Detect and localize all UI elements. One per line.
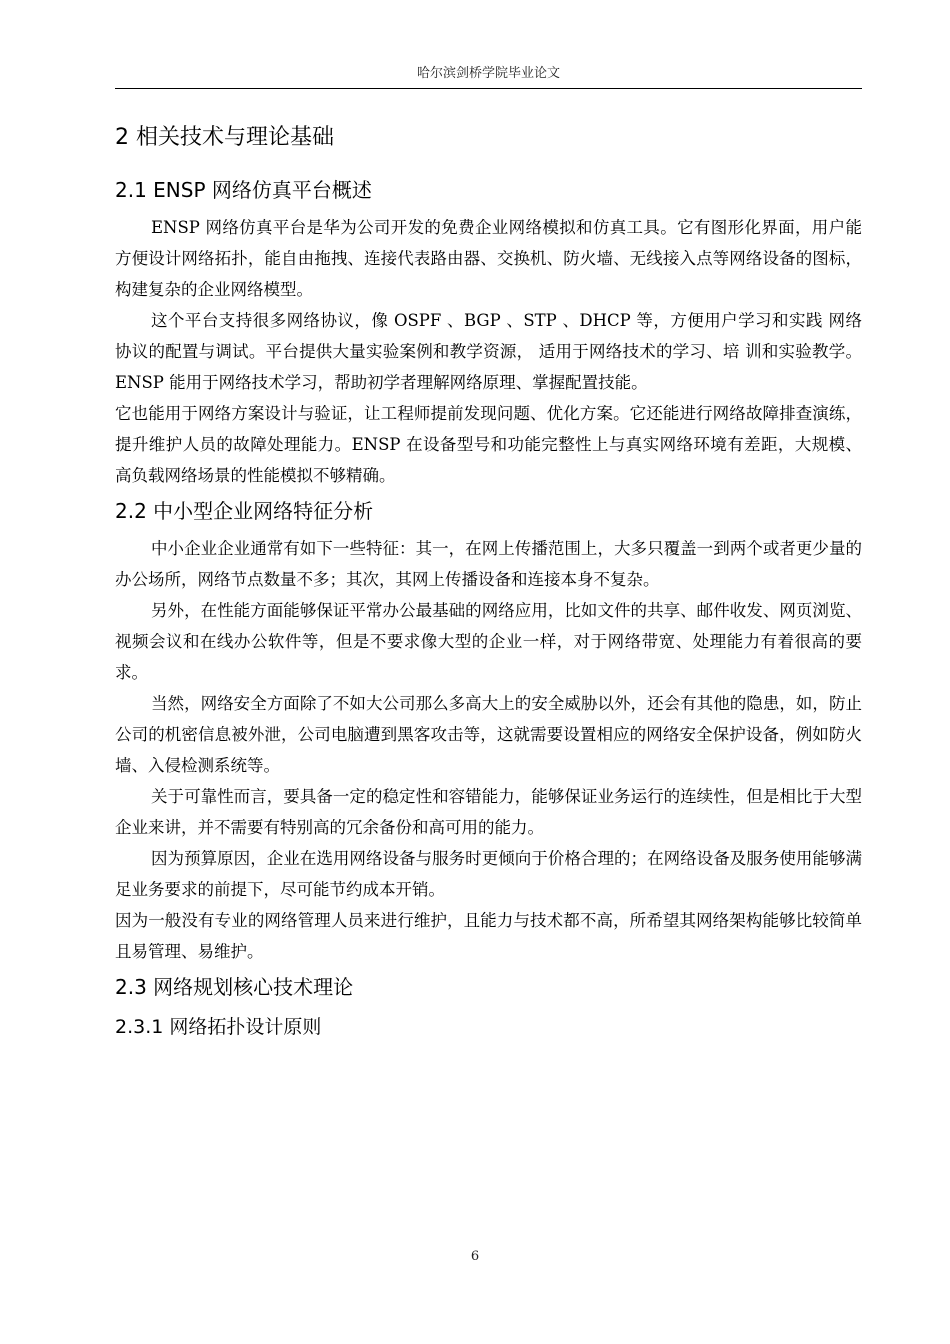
section-title-2-2: 2.2 中小型企业网络特征分析 [115,499,374,523]
chapter-title: 2 相关技术与理论基础 [115,125,334,150]
paragraph: 中小企业企业通常有如下一些特征：其一，在网上传播范围上，大多只覆盖一到两个或者更少量的办公场所，网络节点数量不多；其次，其网上传播设备和连接本身不复杂。 [115,539,862,589]
paragraph: 当然，网络安全方面除了不如大公司那么多高大上的安全威胁以外，还会有其他的隐患，如，防止公司的机密信息被外泄，公司电脑遭到黑客攻击等，这就需要设置相应的网络安全保护设备，例如防火墙、入侵检测系统等。 [115,694,862,775]
page-number: 6 [470,1249,480,1264]
section-title-2-1: 2.1 ENSP 网络仿真平台概述 [115,178,372,202]
paragraph: ENSP 网络仿真平台是华为公司开发的免费企业网络模拟和仿真工具。它有图形化界面，用户能方便设计网络拓扑，能自由拖拽、连接代表路由器、交换机、防火墙、无线接入点等网络设备的图标，构建复杂的企业网络模型。 [115,218,862,299]
paragraph: 因为预算原因，企业在选用网络设备与服务时更倾向于价格合理的；在网络设备及服务使用能够满足业务要求的前提下，尽可能节约成本开销。 [115,849,862,899]
document-body [115,118,862,1045]
section-title-2-3: 2.3 网络规划核心技术理论 [115,975,354,999]
page-header: 哈尔滨剑桥学院毕业论文 [115,64,862,89]
paragraph: 另外，在性能方面能够保证平常办公最基础的网络应用，比如文件的共享、邮件收发、网页浏览、视频会议和在线办公软件等，但是不要求像大型的企业一样，对于网络带宽、处理能力有着很高的要求。 [115,601,862,682]
subsection-title-2-3-1: 2.3.1 网络拓扑设计原则 [115,1016,322,1038]
paragraph: 它也能用于网络方案设计与验证，让工程师提前发现问题、优化方案。它还能进行网络故障排查演练，提升维护人员的故障处理能力。ENSP 在设备型号和功能完整性上与真实网络环境有差距，大规模、高负载网络场景的性能模拟不够精确。 [115,404,862,485]
paragraph: 因为一般没有专业的网络管理人员来进行维护，且能力与技术都不高，所希望其网络架构能够比较简单且易管理、易维护。 [115,911,862,961]
paragraph: 关于可靠性而言，要具备一定的稳定性和容错能力，能够保证业务运行的连续性，但是相比于大型企业来讲，并不需要有特别高的冗余备份和高可用的能力。 [115,787,862,837]
paragraph: 这个平台支持很多网络协议，像 OSPF 、BGP 、STP 、DHCP 等，方便用户学习和实践 网络协议的配置与调试。平台提供大量实验案例和教学资源， 适用于网络技术的学习、培 训和实验教学。ENSP 能用于网络技术学习，帮助初学者理解网络原理、掌握配置技能。 [115,311,862,392]
